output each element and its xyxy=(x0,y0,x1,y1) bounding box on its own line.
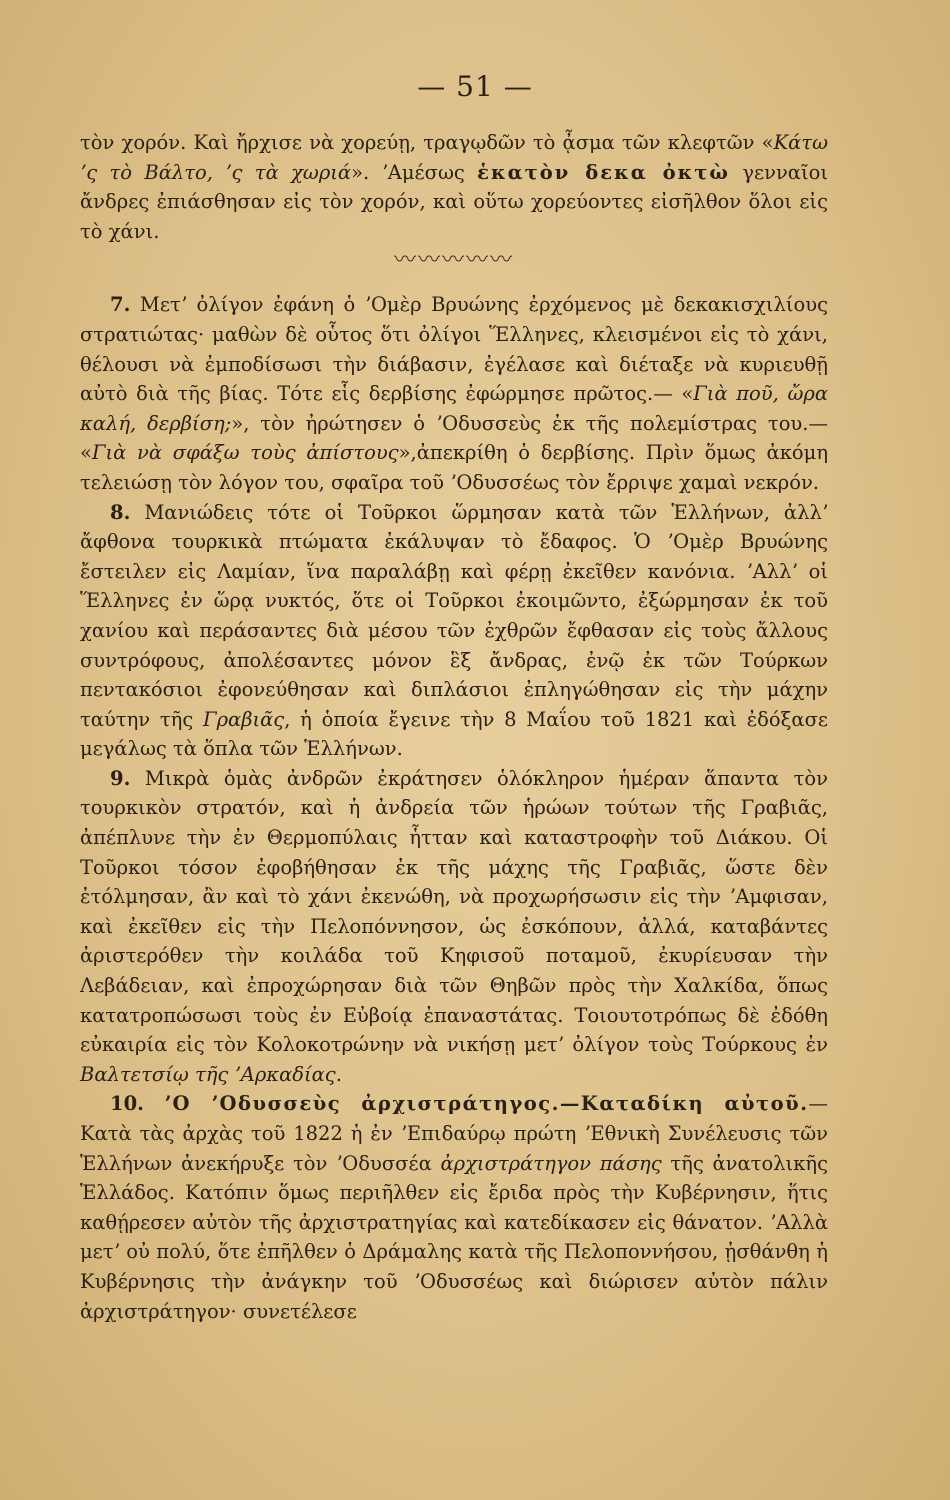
text-run: . xyxy=(335,1062,342,1086)
text-run: Μετʼ ὀλίγον ἐφάνη ὁ ʼΟμὲρ Βρυώνης ἐρχόμενος μὲ δεκακισχιλίους στρατιώτας· μαθὼν δὲ οὗτος ὅτι ὀλίγοι Ἕλληνες, κλεισμένοι εἰς τὸ χάνι, θέλουσι νὰ ἐμποδίσωσι τὴν διάβασιν, ἐγέλασε καὶ διέταξε νὰ κυριευθῇ αὐτὸ διὰ τῆς βίας. Τότε εἷς δερβίσης ἐφώρμησε πρῶτος.— « xyxy=(80,293,828,406)
paragraph xyxy=(80,290,828,497)
paragraph-number: 7. xyxy=(110,293,131,317)
paragraph-number: 10. xyxy=(110,1092,144,1116)
text-run: , ἡ ὁποία ἔγεινε τὴν 8 Μαΐου τοῦ 1821 καὶ ἐδόξασε μεγάλως τὰ ὅπλα τῶν Ἑλλήνων. xyxy=(80,707,828,761)
text-run: Βαλτετσίῳ τῆς ʼΑρκαδίας xyxy=(80,1062,336,1086)
page-number: — 51 — xyxy=(417,70,533,103)
text-run: —Κατὰ τὰς ἀρχὰς τοῦ 1822 ἡ ἐν ʼΕπιδαύρῳ πρώτη ʼΕθνικὴ Συνέλευσις τῶν Ἑλλήνων ἀνεκήρυξε τὸν ʼΟδυσσέα xyxy=(80,1092,828,1175)
text-run: ʼΟ ʼΟδυσσεὺς ἀρχιστράτηγος.—Καταδίκη αὐτοῦ. xyxy=(143,1092,809,1116)
text-run: ἀρχιστράτηγον πάσης xyxy=(440,1151,662,1175)
text-run: Γραβιᾶς xyxy=(203,707,285,731)
text-run: Μικρὰ ὁμὰς ἀνδρῶν ἐκράτησεν ὁλόκληρον ἡμέραν ἅπαντα τὸν τουρκικὸν στρατόν, καὶ ἡ ἀνδρεία τῶν ἡρώων τούτων τῆς Γραβιᾶς, ἀπέπλυνε τὴν ἐν Θερμοπύλαις ἧτταν καὶ καταστροφὴν τοῦ Διάκου. Οἱ Τοῦρκοι τόσον ἐφοβήθησαν ἐκ τῆς μάχης τῆς Γραβιᾶς, ὥστε δὲν ἐτόλμησαν, ἂν καὶ τὸ χάνι ἐκενώθη, νὰ προχωρήσωσιν εἰς τὴν ʼΑμφισαν, καὶ ἐκεῖθεν εἰς τὴν Πελοπόννησον, ὡς ἐσκόπουν, ἀλλά, καταβάντες ἀριστερόθεν τὴν κοιλάδα τοῦ Κηφισοῦ ποταμοῦ, ἐκυρίευσαν τὴν Λεβάδειαν, καὶ ἐπροχώρησαν διὰ τῶν Θηβῶν πρὸς τὴν Χαλκίδα, ὅπως κατατροπώσωσι τοὺς ἐν Εὐβοίᾳ ἐπαναστάτας. Τοιουτοτρόπως δὲ ἐδόθη εὐκαιρία εἰς τὸν Κολοκοτρώνην νὰ νικήσῃ μετʼ ὀλίγον τοὺς Τούρκους ἐν xyxy=(80,766,828,1057)
text-run: Γιὰ ποῦ, ὤρα καλή, δερβίση; xyxy=(80,382,828,435)
text-run: »,ἀπεκρίθη ὁ δερβίσης. Πρὶν ὅμως ἀκόμη τελειώσῃ τὸν λόγον του, σφαῖρα τοῦ ʼΟδυσσέως τὸν ἔρριψε χαμαὶ νεκρόν. xyxy=(80,441,828,494)
text-run: τὸν χορόν. Καὶ ἤρχισε νὰ χορεύῃ, τραγῳδῶν τὸ ᾆσμα τῶν κλεφτῶν « xyxy=(80,131,774,154)
text-run: ἑκατὸν δεκα ὀκτὼ xyxy=(477,160,730,184)
text-run: τῆς ἀνατολικῆς Ἑλλάδος. Κατόπιν ὅμως περιῆλθεν εἰς ἔριδα πρὸς τὴν Κυβέρνησιν, ἥτις καθῄρεσεν αὐτὸν τῆς ἀρχιστρατηγίας καὶ κατεδίκασεν εἰς θάνατον. ʼΑλλὰ μετʼ οὐ πολύ, ὅτε ἐπῆλθεν ὁ Δράμαλης κατὰ τῆς Πελοποννήσου, ᾐσθάνθη ἡ Κυβέρνησις τὴν ἀνάγκην τοῦ ʼΟδυσσέως καὶ διώρισεν αὐτὸν πάλιν ἀρχιστράτηγον· συνετέλεσε xyxy=(80,1151,828,1323)
paragraph xyxy=(80,764,828,1090)
paragraph-number: 8. xyxy=(110,500,131,524)
text-run: γενναῖοι ἄνδρες ἐπιάσθησαν εἰς τὸν χορόν, καὶ οὕτω χορεύοντες εἰσῆλθον ὅλοι εἰς τὸ χάνι. xyxy=(80,160,828,243)
text-run: Μανιώδεις τότε οἱ Τοῦρκοι ὥρμησαν κατὰ τῶν Ἑλλήνων, ἀλλʼ ἄφθονα τουρκικὰ πτώματα ἐκάλυψαν τὸ ἔδαφος. Ὁ ʼΟμὲρ Βρυώνης ἔστειλεν εἰς Λαμίαν, ἵνα παραλάβῃ καὶ φέρῃ ἐκεῖθεν κανόνια. ʼΑλλʼ οἱ Ἕλληνες ἐν ὥρᾳ νυκτός, ὅτε οἱ Τοῦρκοι ἐκοιμῶντο, ἐξώρμησαν ἐκ τοῦ χανίου καὶ περάσαντες διὰ μέσου τῶν ἐχθρῶν ἔφθασαν εἰς τοὺς ἄλλους συντρόφους, ἀπολέσαντες μόνον ἓξ ἄνδρας, ἐνῷ ἐκ τῶν Τούρκων πεντακόσιοι ἐφονεύθησαν καὶ διπλάσιοι ἐπληγώθησαν εἰς τὴν μάχην ταύτην τῆς xyxy=(80,500,828,731)
text-run: », τὸν ἠρώτησεν ὁ ʼΟδυσσεὺς ἐκ τῆς πολεμίστρας του.— « xyxy=(80,411,828,465)
text-run: Γιὰ νὰ σφάξω τοὺς ἀπίστους xyxy=(91,441,399,465)
paragraph-number: 9. xyxy=(110,766,131,790)
paragraph xyxy=(80,128,828,246)
wavy-divider-icon: 〰〰〰〰〰 xyxy=(393,248,514,274)
paragraph xyxy=(80,1089,828,1326)
body-text xyxy=(80,128,828,1326)
text-run: ». ʼΑμέσως xyxy=(351,160,478,184)
text-run: Κάτω ʼς τὸ Βάλτο, ʼς τὰ χωριά xyxy=(80,131,828,184)
paragraph xyxy=(80,498,828,764)
